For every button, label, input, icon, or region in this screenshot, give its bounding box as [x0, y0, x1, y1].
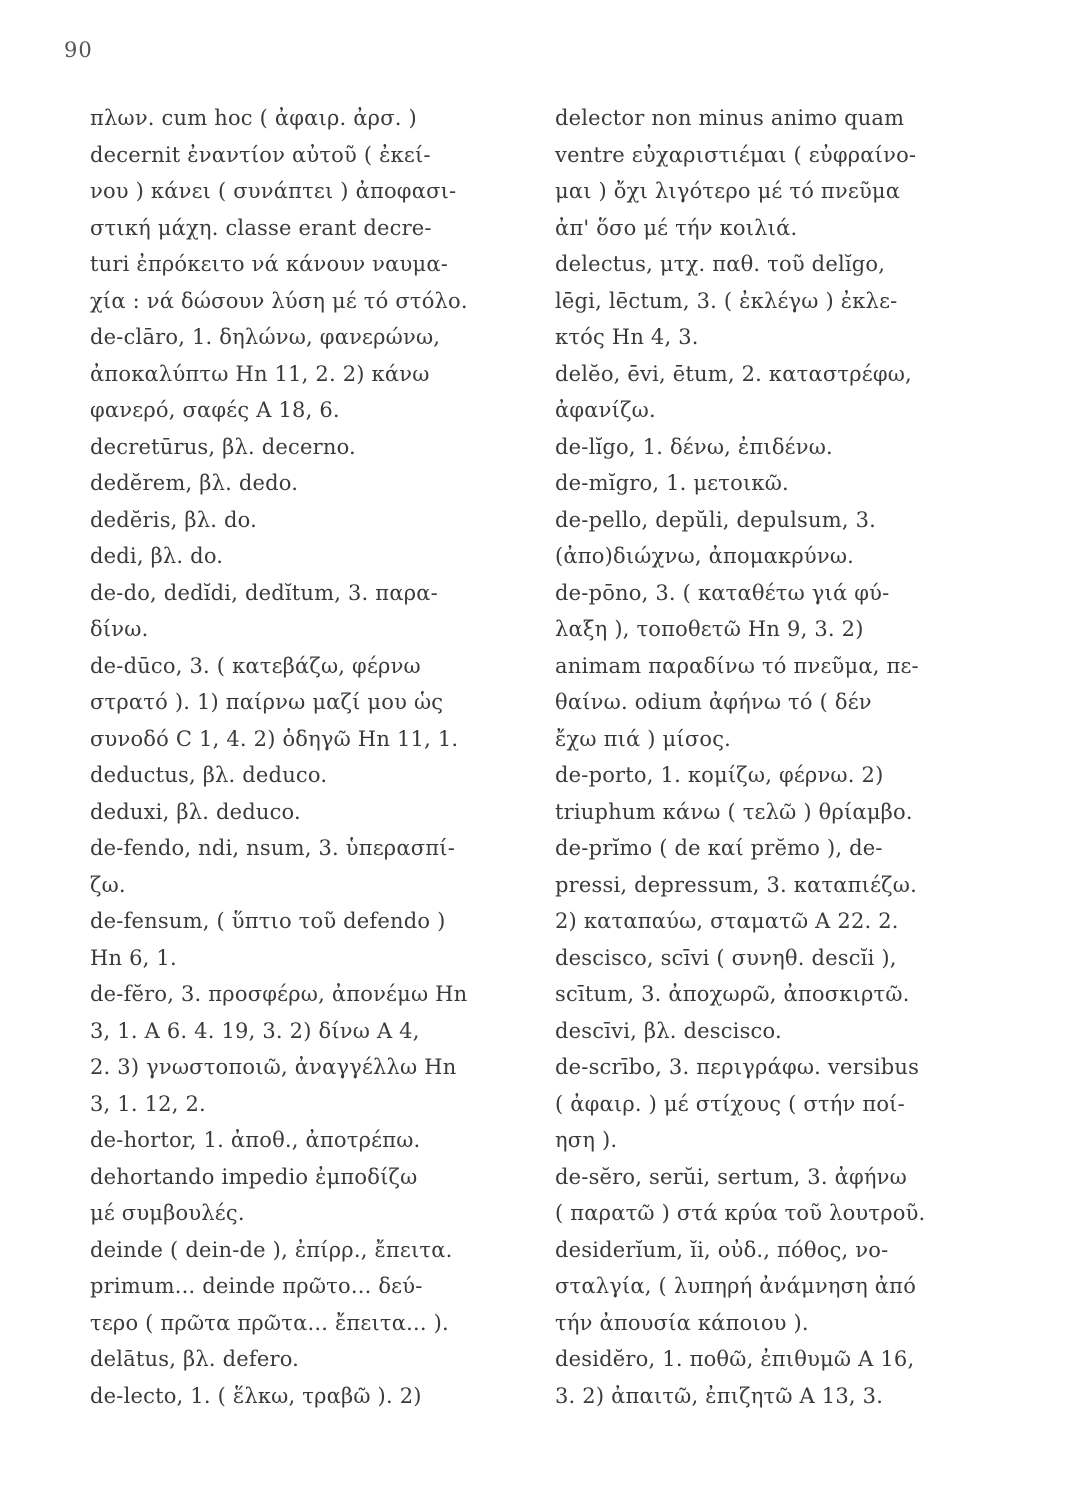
- text-line: descisco, scīvi ( συνηθ. descĭi ),: [555, 945, 897, 970]
- text-line: de-lecto, 1. ( ἕλκω, τραβῶ ). 2): [90, 1383, 422, 1408]
- text-line: de-sĕro, serŭi, sertum, 3. ἀφήνω: [555, 1164, 907, 1189]
- text-line: delātus, βλ. defero.: [90, 1347, 300, 1371]
- text-line: φανερό, σαφές A 18, 6.: [90, 398, 340, 422]
- text-line: de-do, dedĭdi, dedĭtum, 3. παρα-: [90, 580, 438, 605]
- text-line: Hn 6, 1.: [90, 945, 177, 970]
- text-line: 3. 2) ἀπαιτῶ, ἐπιζητῶ A 13, 3.: [555, 1383, 884, 1408]
- text-line: 2. 3) γνωστοποιῶ, ἀναγγέλλω Hn: [90, 1055, 457, 1079]
- text-line: scītum, 3. ἀποχωρῶ, ἀποσκιρτῶ.: [555, 982, 910, 1006]
- text-line: ἀφανίζω.: [555, 398, 656, 422]
- text-line: de-mĭgro, 1. μετοικῶ.: [555, 471, 789, 495]
- text-line: ζω.: [90, 872, 126, 897]
- text-line: ( παρατῶ ) στά κρύα τοῦ λουτροῦ.: [555, 1201, 926, 1225]
- text-line: triuphum κάνω ( τελῶ ) θρίαμβο.: [555, 799, 913, 824]
- text-line: de-dūco, 3. ( κατεβάζω, φέρνω: [90, 653, 421, 678]
- text-line: μαι ) ὄχι λιγότερο μέ τό πνεῦμα: [555, 179, 901, 203]
- text-line: descīvi, βλ. descisco.: [555, 1018, 782, 1043]
- text-line: primum... deinde πρῶτο... δεύ-: [90, 1274, 423, 1298]
- text-line: δίνω.: [90, 617, 149, 641]
- text-line: decretūrus, βλ. decerno.: [90, 434, 356, 459]
- text-line: σταλγία, ( λυπηρή ἀνάμνηση ἀπό: [555, 1274, 917, 1298]
- text-line: delectus, μτχ. παθ. τοῦ delĭgo,: [555, 252, 886, 276]
- text-line: de-clāro, 1. δηλώνω, φανερώνω,: [90, 325, 441, 349]
- text-line: dedĕrem, βλ. dedo.: [90, 471, 299, 495]
- text-line: τερο ( πρῶτα πρῶτα... ἔπειτα... ).: [90, 1310, 449, 1335]
- text-line: decernit ἐναντίον αὐτοῦ ( ἐκεί-: [90, 142, 431, 167]
- text-line: ηση ).: [555, 1128, 618, 1152]
- text-line: 3, 1. A 6. 4. 19, 3. 2) δίνω A 4,: [90, 1018, 420, 1043]
- text-line: νου ) κάνει ( συνάπτει ) ἀποφασι-: [90, 179, 457, 203]
- text-line: desiderĭum, ĭi, οὐδ., πόθος, νο-: [555, 1237, 889, 1262]
- text-line: de-porto, 1. κομίζω, φέρνω. 2): [555, 763, 884, 787]
- text-line: de-pōno, 3. ( καταθέτω γιά φύ-: [555, 580, 890, 605]
- left-column: [90, 100, 530, 1414]
- text-line: ἀποκαλύπτω Hn 11, 2. 2) κάνω: [90, 361, 430, 386]
- text-line: μέ συμβουλές.: [90, 1201, 245, 1225]
- text-line: deinde ( dein-de ), ἐπίρρ., ἔπειτα.: [90, 1237, 453, 1262]
- text-line: χία : νά δώσουν λύση μέ τό στόλο.: [90, 288, 468, 313]
- text-line: ventre εὐχαριστιέμαι ( εὐφραίνο-: [555, 142, 917, 167]
- text-line: τήν ἀπουσία κάποιου ).: [555, 1310, 809, 1335]
- text-line: 2) καταπαύω, σταματῶ A 22. 2.: [555, 909, 899, 933]
- text-line: animam παραδίνω τό πνεῦμα, πε-: [555, 653, 919, 678]
- text-line: lēgi, lēctum, 3. ( ἐκλέγω ) ἐκλε-: [555, 288, 898, 313]
- right-column: [555, 100, 1015, 1414]
- text-line: de-fensum, ( ὕπτιο τοῦ defendo ): [90, 909, 446, 933]
- text-line: ἀπ' ὅσο μέ τήν κοιλιά.: [555, 215, 798, 240]
- text-line: στική μάχη. classe erant decre-: [90, 215, 432, 240]
- text-line: (ἀπο)διώχνω, ἀπομακρύνω.: [555, 544, 855, 568]
- text-line: deduxi, βλ. deduco.: [90, 799, 301, 824]
- text-line: ( ἀφαιρ. ) μέ στίχους ( στήν ποί-: [555, 1091, 905, 1116]
- text-line: pressi, depressum, 3. καταπιέζω.: [555, 872, 917, 897]
- text-line: de-fĕro, 3. προσφέρω, ἀπονέμω Hn: [90, 982, 468, 1006]
- text-line: στρατό ). 1) παίρνω μαζί μου ὡς: [90, 690, 444, 714]
- text-line: deductus, βλ. deduco.: [90, 763, 328, 787]
- text-line: 3, 1. 12, 2.: [90, 1091, 206, 1116]
- text-line: dedi, βλ. do.: [90, 544, 224, 568]
- text-line: συνοδό C 1, 4. 2) ὁδηγῶ Hn 11, 1.: [90, 726, 459, 751]
- text-line: de-hortor, 1. ἀποθ., ἀποτρέπω.: [90, 1128, 421, 1152]
- text-line: λαξη ), τοποθετῶ Hn 9, 3. 2): [555, 617, 864, 641]
- text-line: de-scrībo, 3. περιγράφω. versibus: [555, 1055, 920, 1079]
- text-line: dehortando impedio ἐμποδίζω: [90, 1164, 418, 1189]
- text-line: θαίνω. odium ἀφήνω τό ( δέν: [555, 690, 872, 714]
- text-line: de-lĭgo, 1. δένω, ἐπιδένω.: [555, 434, 833, 459]
- text-line: de-pello, depŭli, depulsum, 3.: [555, 507, 877, 532]
- text-line: ἔχω πιά ) μίσος.: [555, 726, 732, 751]
- text-line: de-prĭmo ( de καί prĕmo ), de-: [555, 836, 883, 860]
- text-line: delĕo, ēvi, ētum, 2. καταστρέφω,: [555, 361, 912, 386]
- text-line: πλων. cum hoc ( ἀφαιρ. ἀρσ. ): [90, 106, 417, 130]
- text-line: turi ἐπρόκειτο νά κάνουν ναυμα-: [90, 252, 449, 276]
- text-line: de-fendo, ndi, nsum, 3. ὑπερασπί-: [90, 836, 456, 860]
- text-line: dedĕris, βλ. do.: [90, 507, 258, 532]
- text-line: κτός Hn 4, 3.: [555, 325, 699, 349]
- text-line: delector non minus animo quam: [555, 106, 905, 130]
- text-line: desidĕro, 1. ποθῶ, ἐπιθυμῶ A 16,: [555, 1347, 915, 1371]
- page-number: 90: [64, 38, 93, 62]
